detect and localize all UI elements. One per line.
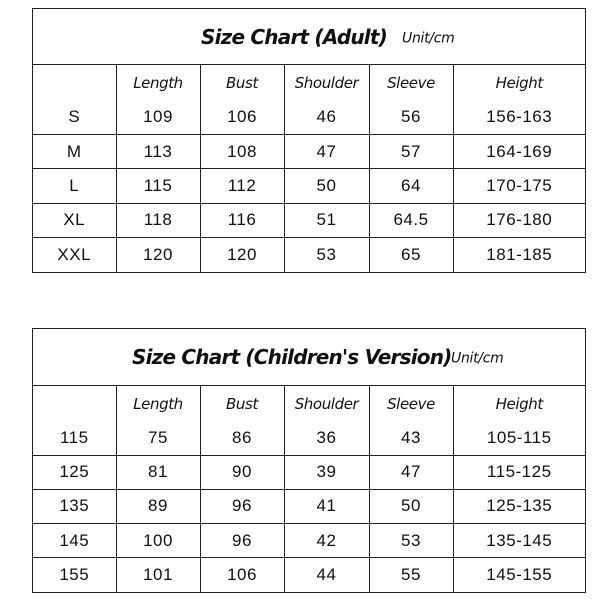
sleeve-value: 55 [369,558,453,592]
length-value: 100 [116,524,200,558]
column-header-size [33,386,116,421]
table-row [33,524,585,558]
chart-header [33,9,585,65]
shoulder-value: 39 [284,455,369,489]
bust-value: 106 [200,558,284,592]
table-row [33,169,585,203]
column-header-height: Height [495,73,543,92]
shoulder-value: 50 [284,169,369,203]
length-value: 101 [116,558,200,592]
chart-unit: Unit/cm [402,30,455,47]
chart-title: Size Chart (Children's Version) [132,345,452,369]
size-label: S [33,100,116,134]
size-label: 135 [33,489,116,523]
height-value: 181-185 [486,245,553,264]
shoulder-value: 42 [284,524,369,558]
length-value: 75 [116,421,200,455]
height-value: 176-180 [453,203,585,237]
bust-value: 90 [200,455,284,489]
table-row [33,134,585,168]
height-value: 145-155 [486,565,553,585]
column-header-length: Length [116,386,200,421]
table-row [33,238,585,272]
length-value: 89 [116,489,200,523]
bust-value: 96 [200,524,284,558]
column-header-shoulder: Shoulder [284,65,369,100]
sleeve-value: 50 [369,489,453,523]
size-label: 125 [33,455,116,489]
height-value: 156-163 [453,100,585,134]
size-chart-children [32,328,586,593]
column-header-length: Length [116,65,200,100]
column-header-sleeve: Sleeve [369,65,453,100]
bust-value: 120 [200,238,284,272]
column-header-bust: Bust [200,65,284,100]
sleeve-value: 64.5 [369,203,453,237]
table-row [33,100,585,134]
table-row [33,203,585,237]
size-label: 115 [33,421,116,455]
column-header-sleeve: Sleeve [369,386,453,421]
bust-value: 116 [200,203,284,237]
length-value: 113 [116,134,200,168]
table-row [33,421,585,455]
sleeve-value: 65 [369,238,453,272]
bust-value: 108 [200,134,284,168]
height-value: 115-125 [453,455,585,489]
chart-header [33,329,585,386]
shoulder-value: 41 [284,489,369,523]
bust-value: 106 [200,100,284,134]
height-value: 125-135 [453,489,585,523]
column-header-size [33,65,116,100]
size-chart-adult [32,8,586,273]
size-label: XXL [33,238,116,272]
height-value: 170-175 [453,169,585,203]
chart-unit: Unit/cm [451,350,504,367]
size-table [33,386,585,592]
size-label: 155 [33,558,116,592]
shoulder-value: 53 [284,238,369,272]
length-value: 109 [116,100,200,134]
length-value: 118 [116,203,200,237]
size-table [33,65,585,272]
size-label: 145 [33,524,116,558]
height-value: 164-169 [453,134,585,168]
sleeve-value: 53 [369,524,453,558]
sleeve-value: 47 [369,455,453,489]
table-row [33,455,585,489]
shoulder-value: 51 [284,203,369,237]
column-header-shoulder: Shoulder [284,386,369,421]
chart-title: Size Chart (Adult) [201,24,387,49]
size-label: M [33,134,116,168]
length-value: 81 [116,455,200,489]
length-value: 115 [116,169,200,203]
shoulder-value: 46 [284,100,369,134]
sleeve-value: 64 [369,169,453,203]
table-row [33,558,585,592]
size-label: XL [33,203,116,237]
bust-value: 96 [200,489,284,523]
table-header-row [33,65,585,100]
column-header-bust: Bust [200,386,284,421]
sleeve-value: 56 [369,100,453,134]
height-value: 105-115 [453,421,585,455]
sleeve-value: 57 [369,134,453,168]
height-value: 135-145 [453,524,585,558]
length-value: 120 [116,238,200,272]
shoulder-value: 44 [284,558,369,592]
table-row [33,489,585,523]
sleeve-value: 43 [369,421,453,455]
table-header-row [33,386,585,421]
bust-value: 112 [200,169,284,203]
shoulder-value: 47 [284,134,369,168]
bust-value: 86 [200,421,284,455]
shoulder-value: 36 [284,421,369,455]
size-label: L [33,169,116,203]
column-header-height: Height [495,394,543,413]
